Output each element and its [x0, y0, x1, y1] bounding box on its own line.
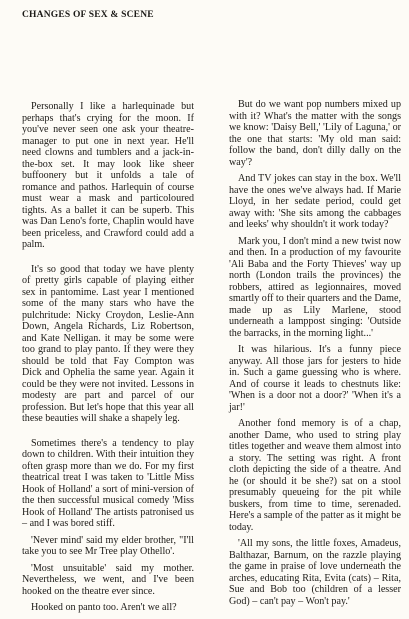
paragraph: 'Never mind' said my elder brother, "I'll take you to see Mr Tree play Othello'.: [22, 534, 194, 557]
paragraph: 'All my sons, the little foxes, Amadeus, Balthazar, Barnum, on the razzle playing the game in praise of love underneath the arches, educating Rita, Evita (cats) – Rita, Sue and Bob too (children of a lesser God) – can't pay – Won't pay.': [229, 538, 401, 607]
paragraph: But do we want pop numbers mixed up with it? What's the matter with the songs we know: 'Daisy Bell,' 'Lily of Laguna,' or the one that starts: 'My old man said: follow the band, don't dilly dally on the way'?: [229, 99, 401, 168]
paragraph: Hooked on panto too. Aren't we all?: [31, 602, 177, 613]
right-column: [229, 99, 401, 612]
paragraph: 'Most unsuitable' said my mother. Nevertheless, we went, and I've been hooked on the theatre ever since.: [22, 562, 194, 597]
paragraph: It's so good that today we have plenty of pretty girls capable of playing either sex in pantomime. Last year I mentioned some of the many stars who have the pulchritude: Nicky Croydon, Leslie-Ann Down, Angela Richards, Liz Robertson, and Kate Nelligan. it may be some were too grand to play panto. If they were they should be told that Fay Compton was Dick and Ophelia the same year. Again it could be they were not invited. Lessons in modesty are part and parcel of our profession. But let's hope that this year all these beauties will shake a shapely leg.: [22, 263, 194, 424]
paragraph: It was hilarious. It's a funny piece anyway. All those jars for jesters to hide in. Such a game guessing who is where. And of course it leads to chestnuts like: 'When is a door not a door?' 'When it's a jar!': [229, 344, 401, 413]
paragraph: And TV jokes can stay in the box. We'll have the ones we've always had. If Marie Lloyd, in her sedate period, could get away with: 'She sits among the cabbages and leeks' why shouldn't it work today?: [229, 173, 401, 230]
paragraph: Mark you, I don't mind a new twist now and then. In a production of my favourite 'Ali Baba and the Forty Thieves' way up north (London trails the provinces) the robbers, attired as legionnaires, moved smartly off to their quarters and the Dame, made up as Lily Marlene, stood underneath a lamppost singing: 'Outside the barracks, in the morning light...': [229, 235, 401, 339]
left-column: [22, 101, 194, 619]
paragraph: Another fond memory is of a chap, another Dame, who used to string play titles together and weave them almost into a story. The setting was right. A front cloth depicting the side of a theatre. And he (or should it be she?) sat on a stool presumably queueing for the pit while buskers, from time to time, serenaded. Here's a sample of the patter as it might be today.: [229, 418, 401, 533]
page-header: CHANGES OF SEX & SCENE: [22, 10, 154, 20]
paragraph: Personally I like a harlequinade but perhaps that's crying for the moon. If you've never seen one ask your theatre-manager to put one in next year. He'll need clowns and tumblers and a jack-in-the-box set. It may look like sheer buffoonery but it unfolds a tale of romance and pathos. Harlequin of course must wear a mask and particoloured tights. As a ballet it can be superb. This was Dan Leno's forte, Chaplin would have been priceless, and Crawford could add a palm.: [22, 101, 194, 250]
paragraph: Sometimes there's a tendency to play down to children. With their intuition they often grasp more than we do. For my first theatrical treat I was taken to 'Little Miss Hook of Holland' a sort of mini-version of the then successful musical comedy 'Miss Hook of Holland' The artists patronised us – and I was bored stiff.: [22, 437, 194, 529]
